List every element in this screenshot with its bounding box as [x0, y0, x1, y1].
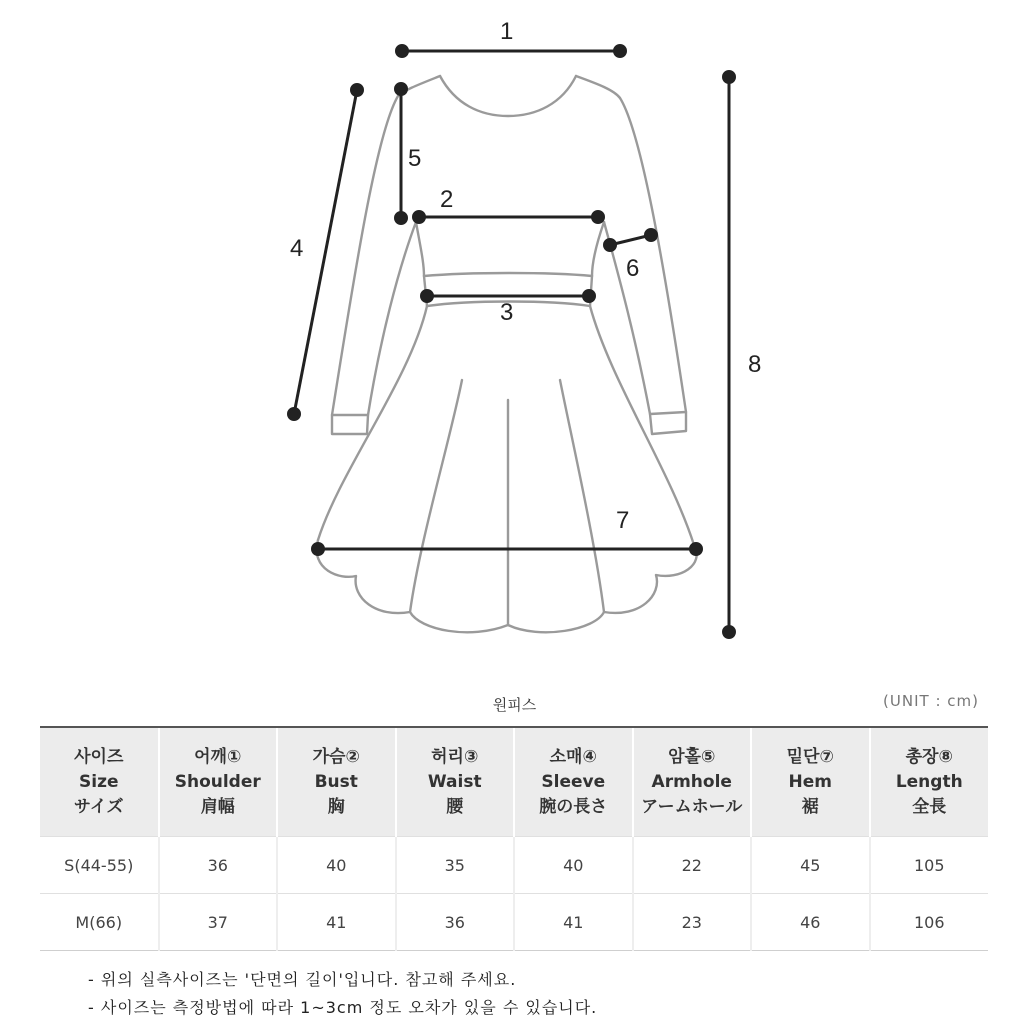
- label-length-8: 8: [748, 351, 762, 378]
- label-sleeve-4: 4: [290, 235, 304, 262]
- label-waist-3: 3: [500, 299, 514, 326]
- table-cell: S(44-55): [40, 837, 159, 894]
- notes: [88, 966, 597, 1022]
- table-cell: 46: [751, 894, 870, 951]
- table-cell: 105: [870, 837, 989, 894]
- table-cell: 40: [514, 837, 633, 894]
- table-cell: 36: [396, 894, 515, 951]
- label-sleeve-width-6: 6: [626, 255, 640, 282]
- header-shoulder: 어깨① Shoulder 肩幅: [159, 727, 278, 837]
- table-cell: 36: [159, 837, 278, 894]
- header-waist: 허리③ Waist 腰: [396, 727, 515, 837]
- note-line: - 위의 실측사이즈는 '단면의 길이'입니다. 참고해 주세요.: [88, 970, 517, 989]
- header-length: 총장⑧ Length 全長: [870, 727, 989, 837]
- label-armhole-5: 5: [408, 145, 422, 172]
- table-row-s: [40, 837, 988, 894]
- table-cell: 41: [277, 894, 396, 951]
- table-cell: 40: [277, 837, 396, 894]
- header-size: 사이즈 Size サイズ: [40, 727, 159, 837]
- table-cell: 23: [633, 894, 752, 951]
- table-cell: 35: [396, 837, 515, 894]
- label-bust-2: 2: [440, 186, 454, 213]
- table-cell: 106: [870, 894, 989, 951]
- table-cell: 37: [159, 894, 278, 951]
- header-sleeve: 소매④ Sleeve 腕の長さ: [514, 727, 633, 837]
- size-table-header: [40, 727, 988, 837]
- table-title: 원피스: [492, 696, 537, 714]
- table-cell: 45: [751, 837, 870, 894]
- header-armhole: 암홀⑤ Armhole アームホール: [633, 727, 752, 837]
- table-row-m: [40, 894, 988, 951]
- table-cell: 22: [633, 837, 752, 894]
- table-cell: 41: [514, 894, 633, 951]
- unit-label: (UNIT : cm): [883, 692, 979, 710]
- header-bust: 가슴② Bust 胸: [277, 727, 396, 837]
- note-line: - 사이즈는 측정방법에 따라 1~3cm 정도 오차가 있을 수 있습니다.: [88, 998, 598, 1017]
- size-table: [40, 726, 988, 951]
- label-hem-7: 7: [616, 507, 630, 534]
- label-shoulder-1: 1: [500, 18, 514, 45]
- table-cell: M(66): [40, 894, 159, 951]
- measurement-lines: [289, 46, 735, 638]
- header-hem: 밑단⑦ Hem 裾: [751, 727, 870, 837]
